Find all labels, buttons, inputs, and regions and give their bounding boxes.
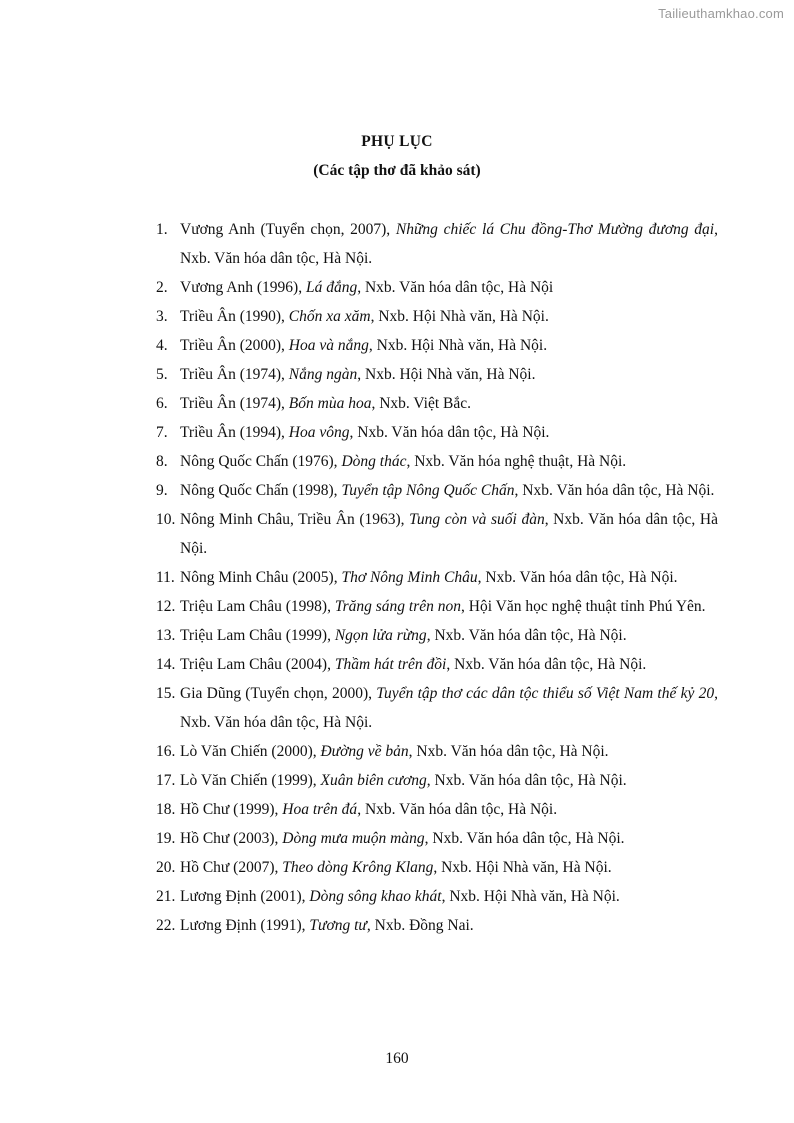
reference-publisher: , Nxb. Hội Nhà văn, Hà Nội. — [370, 308, 549, 325]
reference-title: Trăng sáng trên non — [334, 598, 462, 615]
reference-publisher: , Nxb. Văn hóa dân tộc, Hà Nội. — [514, 482, 715, 499]
reference-title: Thầm hát trên đồi — [334, 656, 447, 673]
reference-title: Hoa trên đá — [282, 801, 358, 818]
reference-author: Nông Quốc Chấn (1998), — [180, 482, 342, 499]
reference-title: Dòng thác — [341, 453, 407, 470]
reference-number: 6. — [156, 395, 168, 412]
reference-publisher: , Nxb. Văn hóa dân tộc, Hà Nội. — [424, 830, 625, 847]
reference-title: Tuyển tập Nông Quốc Chấn — [341, 482, 515, 499]
reference-publisher: , Nxb. Hội Nhà văn, Hà Nội. — [433, 859, 612, 876]
reference-title: Dòng sông khao khát — [309, 888, 442, 905]
reference-number: 4. — [156, 337, 168, 354]
reference-item — [156, 447, 718, 476]
reference-title: Xuân biên cương — [320, 772, 427, 789]
reference-publisher: , Nxb. Văn hóa dân tộc, Hà Nội. — [349, 424, 550, 441]
reference-item — [156, 853, 718, 882]
reference-publisher: , Nxb. Hội Nhà văn, Hà Nội. — [441, 888, 620, 905]
reference-title: Ngọn lửa rừng — [334, 627, 427, 644]
reference-number: 10. — [156, 511, 176, 528]
reference-item — [156, 650, 718, 679]
reference-number: 14. — [156, 656, 176, 673]
reference-publisher: , Nxb. Đồng Nai. — [366, 917, 474, 934]
reference-title: Nắng ngàn — [288, 366, 358, 383]
reference-author: Nông Minh Châu (2005), — [180, 569, 342, 586]
reference-title: Theo dòng Krông Klang — [282, 859, 434, 876]
reference-title: Tung còn và suối đàn — [409, 511, 545, 528]
reference-title: Thơ Nông Minh Châu — [341, 569, 478, 586]
page-number: 160 — [385, 1050, 409, 1067]
reference-number: 16. — [156, 743, 176, 760]
reference-item — [156, 592, 718, 621]
reference-publisher: , Nxb. Văn hóa nghệ thuật, Hà Nội. — [406, 453, 627, 470]
reference-title: Chốn xa xăm — [288, 308, 371, 325]
reference-publisher: , Nxb. Văn hóa dân tộc, Hà Nội. — [446, 656, 647, 673]
reference-title: Những chiếc lá Chu đồng-Thơ Mường đương đại — [395, 221, 715, 238]
reference-author: Lương Định (1991), — [180, 917, 310, 934]
reference-item — [156, 621, 718, 650]
reference-title: Hoa vông — [288, 424, 350, 441]
reference-author: Triều Ân (1974), — [180, 395, 289, 412]
reference-item — [156, 505, 718, 563]
reference-author: Triều Ân (2000), — [180, 337, 289, 354]
reference-item — [156, 679, 718, 737]
reference-number: 18. — [156, 801, 176, 818]
reference-title: Đường về bản — [320, 743, 409, 760]
reference-number: 2. — [156, 279, 168, 296]
reference-item — [156, 331, 718, 360]
reference-author: Triệu Lam Châu (1999), — [180, 627, 335, 644]
reference-number: 19. — [156, 830, 176, 847]
reference-title: Tuyển tập thơ các dân tộc thiểu số Việt Nam thế kỷ 20 — [376, 685, 715, 702]
reference-number: 17. — [156, 772, 176, 789]
reference-list — [156, 215, 718, 940]
reference-author: Triều Ân (1994), — [180, 424, 289, 441]
reference-publisher: , Nxb. Văn hóa dân tộc, Hà Nội. — [426, 627, 627, 644]
reference-number: 8. — [156, 453, 168, 470]
reference-number: 11. — [156, 569, 175, 586]
reference-author: Vương Anh (1996), — [180, 279, 306, 296]
reference-publisher: , Nxb. Văn hóa dân tộc, Hà Nội. — [180, 221, 718, 267]
reference-title: Lá đắng — [305, 279, 358, 296]
reference-item — [156, 302, 718, 331]
reference-item — [156, 418, 718, 447]
page-subtitle: (Các tập thơ đã khảo sát) — [313, 162, 481, 179]
reference-author: Triều Ân (1990), — [180, 308, 289, 325]
reference-number: 1. — [156, 221, 168, 238]
reference-item — [156, 824, 718, 853]
reference-publisher: , Nxb. Việt Bắc. — [371, 395, 471, 412]
reference-number: 3. — [156, 308, 168, 325]
reference-author: Gia Dũng (Tuyển chọn, 2000), — [180, 685, 377, 702]
reference-item — [156, 360, 718, 389]
reference-number: 13. — [156, 627, 176, 644]
reference-item — [156, 737, 718, 766]
reference-number: 7. — [156, 424, 168, 441]
reference-author: Nông Quốc Chấn (1976), — [180, 453, 342, 470]
reference-publisher: , Nxb. Văn hóa dân tộc, Hà Nội. — [408, 743, 609, 760]
reference-publisher: , Nxb. Văn hóa dân tộc, Hà Nội. — [180, 685, 718, 731]
reference-number: 12. — [156, 598, 176, 615]
reference-number: 20. — [156, 859, 176, 876]
reference-item — [156, 476, 718, 505]
reference-item — [156, 882, 718, 911]
reference-author: Lò Văn Chiến (1999), — [180, 772, 321, 789]
reference-author: Hồ Chư (1999), — [180, 801, 283, 818]
reference-title: Dòng mưa muộn màng — [282, 830, 425, 847]
reference-item — [156, 911, 718, 940]
reference-publisher: , Nxb. Văn hóa dân tộc, Hà Nội. — [477, 569, 678, 586]
reference-publisher: , Nxb. Văn hóa dân tộc, Hà Nội. — [426, 772, 627, 789]
reference-title: Tương tư — [309, 917, 367, 934]
reference-item — [156, 766, 718, 795]
reference-author: Triệu Lam Châu (1998), — [180, 598, 335, 615]
watermark: Tailieuthamkhao.com — [658, 6, 784, 21]
reference-number: 5. — [156, 366, 168, 383]
reference-publisher: , Hội Văn học nghệ thuật tỉnh Phú Yên. — [461, 598, 706, 615]
reference-author: Hồ Chư (2007), — [180, 859, 283, 876]
reference-publisher: , Nxb. Hội Nhà văn, Hà Nội. — [357, 366, 536, 383]
reference-title: Bốn mùa hoa — [288, 395, 372, 412]
reference-item — [156, 563, 718, 592]
reference-author: Nông Minh Châu, Triều Ân (1963), — [180, 511, 410, 528]
reference-number: 21. — [156, 888, 176, 905]
reference-title: Hoa và nắng — [288, 337, 369, 354]
reference-publisher: , Nxb. Văn hóa dân tộc, Hà Nội. — [357, 801, 558, 818]
reference-item — [156, 273, 718, 302]
reference-publisher: , Nxb. Văn hóa dân tộc, Hà Nội — [357, 279, 554, 296]
reference-number: 9. — [156, 482, 168, 499]
reference-item — [156, 215, 718, 273]
reference-author: Vương Anh (Tuyển chọn, 2007), — [180, 221, 396, 238]
reference-author: Lò Văn Chiến (2000), — [180, 743, 321, 760]
reference-publisher: , Nxb. Hội Nhà văn, Hà Nội. — [368, 337, 548, 354]
reference-number: 22. — [156, 917, 176, 934]
page-title: PHỤ LỤC — [361, 133, 433, 150]
reference-author: Triệu Lam Châu (2004), — [180, 656, 335, 673]
reference-author: Triều Ân (1974), — [180, 366, 289, 383]
reference-author: Lương Định (2001), — [180, 888, 310, 905]
reference-item — [156, 389, 718, 418]
reference-number: 15. — [156, 685, 176, 702]
reference-publisher: , Nxb. Văn hóa dân tộc, Hà Nội. — [180, 511, 718, 557]
reference-item — [156, 795, 718, 824]
reference-author: Hồ Chư (2003), — [180, 830, 283, 847]
